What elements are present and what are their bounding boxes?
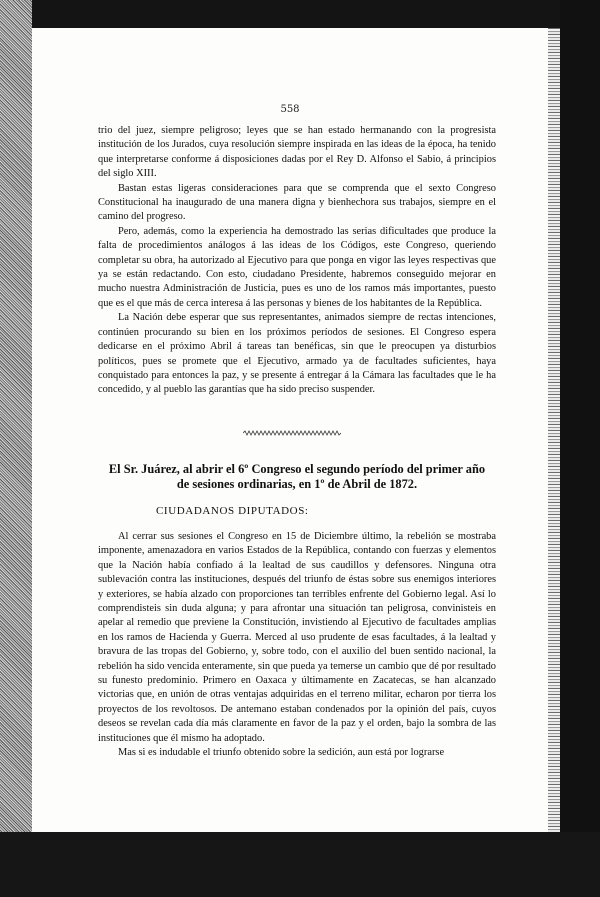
paragraph: Bastan estas ligeras consideraciones para que se comprenda que el sexto Congreso Constitucional ha inaugurado de una manera digna y bienhechora sus trabajos, siempre en el camino del progreso. xyxy=(98,182,496,223)
scan-border-left xyxy=(0,0,32,897)
speech-heading-line: de sesiones ordinarias, en 1º de Abril de 1872. xyxy=(176,477,418,492)
paragraph: trio del juez, siempre peligroso; leyes que se han estado hermanando con la progresista institución de los Jurados, cuya resolución siempre inspirada en las ideas de la época, ha tenido que interpretarse conforme á disposiciones dadas por el Rey D. Alfonso el Sabio, á principios del siglo XIII. xyxy=(98,125,496,180)
scan-page-edge xyxy=(548,28,560,832)
scan-border-top xyxy=(0,0,600,28)
speech-heading xyxy=(98,462,496,492)
scan-border-bottom xyxy=(0,832,600,897)
paragraph: La Nación debe esperar que sus representantes, animados siempre de rectas intenciones, continúen procurando su bien en los próximos períodos de sesiones. El Congreso espera dedicarse en el próximo Abril á tareas tan benéficas, sin que le preocupen ya disturbios políticos, pues se promete que el Ejecutivo, armado ya de facultades suficientes, haya conquistado para entonces la paz, y se presente á entregar á la Cámara las facultades que le ha concedido, y al pueblo las garantías que ha sido preciso suspender. xyxy=(98,312,496,396)
scan-border-right xyxy=(560,0,600,897)
paragraph: Mas si es indudable el triunfo obtenido sobre la sedición, aun está por lograrse xyxy=(118,747,445,759)
intro-text xyxy=(98,124,496,398)
paragraph: Al cerrar sus sesiones el Congreso en 15 de Diciembre último, la rebelión se mostraba imponente, amenazadora en varios Estados de la República, contando con fuerzas y elementos que la Nación había confiado á la lealtad de sus caudillos y defensores. Ninguna otra sublevación contra las instituciones, después del triunfo de éstas sobre sus enemigos interiores y exteriores, se había alzado con proporciones tan terribles enfrente del Gobierno legal. Así lo comprendisteis sin duda alguna; y para afrontar una situación tan peligrosa, convinisteis en apelar al remedio que previene la Constitución, invistiendo al Ejecutivo de facultades amplias en los ramos de Hacienda y Guerra. Merced al uso prudente de esas facultades, á la lealtad y bravura de las tropas del Gobierno, y, sobre todo, con el auxilio del buen sentido nacional, la rebelión ha sido vencida enteramente, sin que pueda ya temerse un cambio que dé por resultado su funesto predominio. Primero en Oaxaca y últimamente en Zacatecas, se han alcanzado victorias que, en unión de otras ventajas adquiridas en el terreno militar, echaron por tierra los proyectos de los revoltosos. De antemano estaban condenados por la opinión del país, cuyos deseos se revelan cada día más claramente en favor de la paz y el orden, bajo la sombra de las instituciones que él mismo ha adoptado. xyxy=(98,531,496,744)
document-page xyxy=(32,28,548,832)
speech-heading-line: El Sr. Juárez, al abrir el 6º Congreso el segundo período del primer año xyxy=(108,462,486,476)
ornamental-divider xyxy=(243,430,341,436)
speech-text xyxy=(98,530,496,761)
paragraph: Pero, además, como la experiencia ha demostrado las serias dificultades que produce la falta de procedimientos análogos á las ideas de los Códigos, este Congreso, queriendo completar su obra, ha autorizado al Ejecutivo para que ponga en vigor las leyes respectivas que ya se están redactando. Con esto, ciudadano Presidente, habremos conseguido mejorar en mucho nuestra Administración de Justicia, pues es uno de los ramos más importantes, puesto que es el que más de cerca interesa á las personas y bienes de los habitantes de la República. xyxy=(98,225,496,309)
page-number: 558 xyxy=(280,104,300,115)
salutation: CIUDADANOS DIPUTADOS: xyxy=(156,505,309,517)
